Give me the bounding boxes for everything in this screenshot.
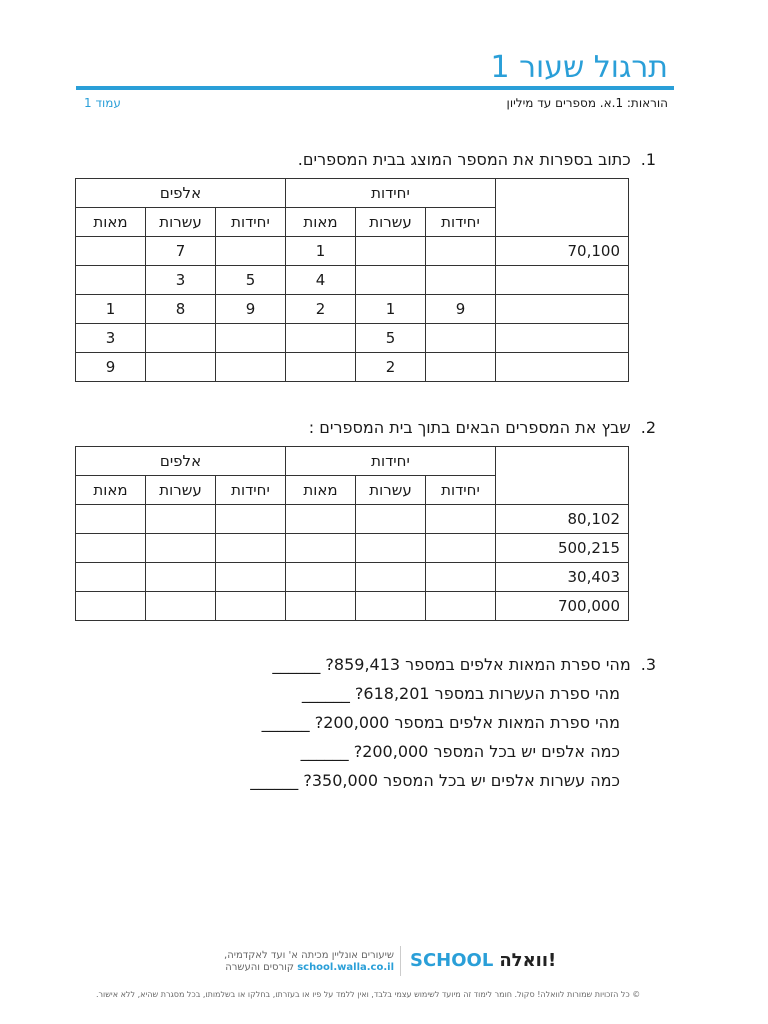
digit-cell[interactable]: 4 bbox=[286, 266, 356, 295]
number-cell: 500,215 bbox=[496, 534, 629, 563]
question-line: מהי ספרת העשרות במספר 618,201? ______ bbox=[301, 684, 620, 703]
digit-cell[interactable]: 1 bbox=[286, 237, 356, 266]
school-walla-logo[interactable] bbox=[410, 950, 556, 971]
digit-cell[interactable] bbox=[76, 266, 146, 295]
column-header: יחידות bbox=[426, 476, 496, 505]
question-line: מהי ספרת המאות אלפים במספר 859,413? ______ bbox=[272, 655, 631, 674]
digit-cell[interactable]: 9 bbox=[426, 295, 496, 324]
place-value-table-1 bbox=[75, 178, 629, 382]
digit-cell[interactable] bbox=[216, 505, 286, 534]
column-header: יחידות bbox=[216, 208, 286, 237]
question-line: כמה עשרות אלפים יש בכל המספר 350,000? ______ bbox=[250, 771, 620, 790]
digit-cell[interactable] bbox=[146, 592, 216, 621]
digit-cell[interactable] bbox=[76, 237, 146, 266]
group-header-units: יחידות bbox=[286, 179, 496, 208]
question-line: כמה אלפים יש בכל המספר 200,000? ______ bbox=[300, 742, 620, 761]
digit-cell[interactable] bbox=[146, 353, 216, 382]
footer-courses: קורסים והעשרה bbox=[225, 962, 294, 973]
copyright-notice: © כל הזכויות שמורות לוואלה! סקול. חומר לימוד זה מיועד לשימוש עצמי בלבד, ואין ללמד על פיו או בעזרתו, בחלקו או בשלמותו, בכל מסגרת שהיא, ללא אישור. bbox=[96, 990, 641, 999]
table-row bbox=[76, 237, 629, 266]
digit-cell[interactable] bbox=[216, 563, 286, 592]
digit-cell[interactable] bbox=[426, 353, 496, 382]
number-cell: 30,403 bbox=[496, 563, 629, 592]
group-header-thousands: אלפים bbox=[76, 179, 286, 208]
digit-cell[interactable]: 2 bbox=[286, 295, 356, 324]
number-cell: 80,102 bbox=[496, 505, 629, 534]
digit-cell[interactable]: 5 bbox=[216, 266, 286, 295]
digit-cell[interactable] bbox=[356, 592, 426, 621]
digit-cell[interactable] bbox=[216, 534, 286, 563]
digit-cell[interactable] bbox=[286, 353, 356, 382]
header-divider bbox=[76, 86, 674, 90]
column-header: עשרות bbox=[356, 476, 426, 505]
digit-cell[interactable] bbox=[76, 534, 146, 563]
group-header-thousands: אלפים bbox=[76, 447, 286, 476]
digit-cell[interactable] bbox=[426, 563, 496, 592]
digit-cell[interactable] bbox=[286, 592, 356, 621]
digit-cell[interactable] bbox=[356, 237, 426, 266]
digit-cell[interactable] bbox=[426, 505, 496, 534]
digit-cell[interactable] bbox=[76, 592, 146, 621]
digit-cell[interactable] bbox=[356, 266, 426, 295]
digit-cell[interactable]: 7 bbox=[146, 237, 216, 266]
digit-cell[interactable] bbox=[426, 592, 496, 621]
column-header: מאות bbox=[76, 476, 146, 505]
digit-cell[interactable]: 5 bbox=[356, 324, 426, 353]
question-1 bbox=[298, 150, 656, 169]
label-header-cell bbox=[496, 179, 629, 237]
question-3 bbox=[272, 655, 656, 674]
number-cell: 700,000 bbox=[496, 592, 629, 621]
digit-cell[interactable] bbox=[356, 563, 426, 592]
digit-cell[interactable] bbox=[146, 324, 216, 353]
digit-cell[interactable]: 1 bbox=[356, 295, 426, 324]
digit-cell[interactable]: 1 bbox=[76, 295, 146, 324]
question-line: מהי ספרת המאות אלפים במספר 200,000? ______ bbox=[261, 713, 620, 732]
page-number: עמוד 1 bbox=[84, 96, 121, 110]
column-header: מאות bbox=[286, 208, 356, 237]
digit-cell[interactable]: 3 bbox=[76, 324, 146, 353]
page-title: תרגול שעור 1 bbox=[490, 50, 668, 85]
footer-line-2 bbox=[224, 962, 394, 974]
digit-cell[interactable]: 9 bbox=[216, 295, 286, 324]
digit-cell[interactable] bbox=[286, 534, 356, 563]
table-row bbox=[76, 353, 629, 382]
table-row bbox=[76, 534, 629, 563]
logo-school-text: SCHOOL bbox=[410, 950, 494, 971]
question-number: 3. bbox=[640, 655, 656, 674]
digit-cell[interactable] bbox=[216, 592, 286, 621]
digit-cell[interactable] bbox=[216, 237, 286, 266]
digit-cell[interactable]: 2 bbox=[356, 353, 426, 382]
question-number: 1. bbox=[640, 150, 656, 169]
table-row bbox=[76, 505, 629, 534]
digit-cell[interactable] bbox=[426, 534, 496, 563]
digit-cell[interactable]: 3 bbox=[146, 266, 216, 295]
digit-cell[interactable] bbox=[356, 534, 426, 563]
number-cell[interactable]: 70,100 bbox=[496, 237, 629, 266]
digit-cell[interactable] bbox=[216, 324, 286, 353]
digit-cell[interactable] bbox=[146, 505, 216, 534]
instructions: הוראות: 1.א. מספרים עד מיליון bbox=[506, 96, 668, 110]
digit-cell[interactable] bbox=[76, 563, 146, 592]
place-value-table-2 bbox=[75, 446, 629, 621]
digit-cell[interactable] bbox=[426, 237, 496, 266]
column-header: עשרות bbox=[146, 208, 216, 237]
digit-cell[interactable] bbox=[146, 534, 216, 563]
column-header: עשרות bbox=[356, 208, 426, 237]
table-row bbox=[76, 266, 629, 295]
column-header: יחידות bbox=[216, 476, 286, 505]
table-row bbox=[76, 563, 629, 592]
column-header: עשרות bbox=[146, 476, 216, 505]
digit-cell[interactable] bbox=[426, 266, 496, 295]
digit-cell[interactable] bbox=[286, 563, 356, 592]
column-header: יחידות bbox=[426, 208, 496, 237]
question-text: שבץ את המספרים הבאים בתוך בית המספרים : bbox=[308, 418, 631, 437]
footer-divider bbox=[400, 946, 401, 976]
number-cell[interactable] bbox=[496, 295, 629, 324]
footer-tagline bbox=[224, 950, 394, 974]
question-2 bbox=[309, 418, 656, 437]
digit-cell[interactable]: 9 bbox=[76, 353, 146, 382]
table-row bbox=[76, 592, 629, 621]
footer-url[interactable]: school.walla.co.il bbox=[297, 962, 394, 973]
table-row bbox=[76, 324, 629, 353]
digit-cell[interactable] bbox=[356, 505, 426, 534]
footer-line-1: שיעורים אונליין מכיתה א' ועד לאקדמיה, bbox=[224, 950, 394, 961]
logo-walla-text: וואלה! bbox=[499, 950, 557, 971]
question-number: 2. bbox=[640, 418, 656, 437]
question-text: כתוב בספרות את המספר המוצג בבית המספרים. bbox=[297, 150, 631, 169]
digit-cell[interactable] bbox=[286, 505, 356, 534]
label-header-cell bbox=[496, 447, 629, 505]
column-header: מאות bbox=[76, 208, 146, 237]
table-row bbox=[76, 295, 629, 324]
digit-cell[interactable] bbox=[286, 324, 356, 353]
digit-cell[interactable]: 8 bbox=[146, 295, 216, 324]
number-cell[interactable] bbox=[496, 353, 629, 382]
number-cell[interactable] bbox=[496, 324, 629, 353]
digit-cell[interactable] bbox=[426, 324, 496, 353]
digit-cell[interactable] bbox=[146, 563, 216, 592]
digit-cell[interactable] bbox=[216, 353, 286, 382]
column-header: מאות bbox=[286, 476, 356, 505]
number-cell[interactable] bbox=[496, 266, 629, 295]
digit-cell[interactable] bbox=[76, 505, 146, 534]
group-header-units: יחידות bbox=[286, 447, 496, 476]
